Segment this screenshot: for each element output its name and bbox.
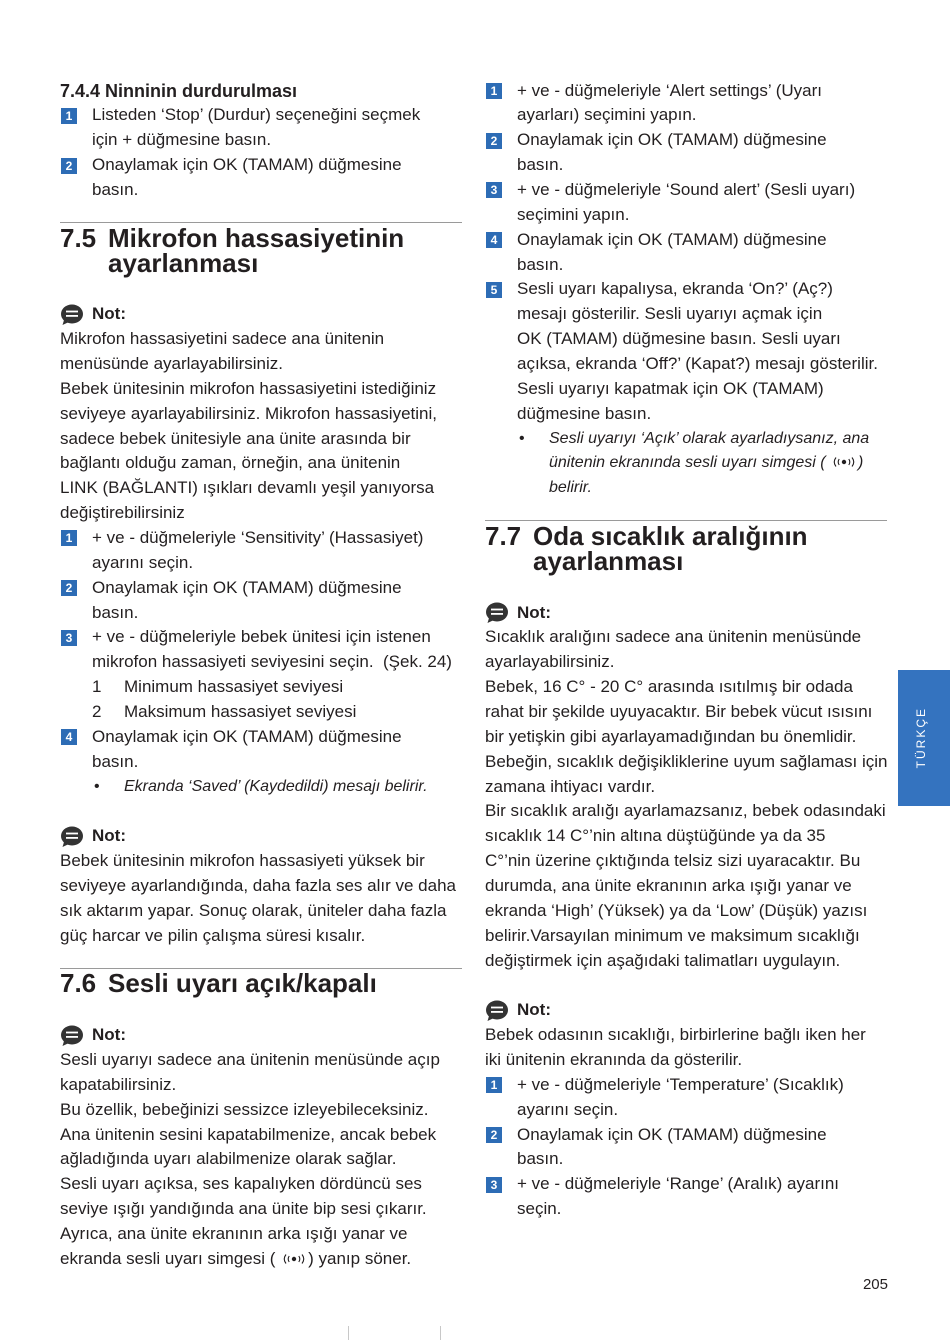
text-line: Bebeğin, sıcaklık değişikliklerine uyum sağlaması için — [485, 751, 888, 771]
text-line: güç harcar ve pilin çalışma süresi kısalır. — [60, 925, 366, 945]
text-line: Sesli uyarı açıksa, ses kapalıyken dördüncü ses — [60, 1174, 422, 1194]
note-line-bottom — [491, 613, 503, 615]
subsection-heading: 7.4.4 Ninninin durdurulması — [60, 80, 298, 101]
bullet-text-line: Ekranda ‘Saved’ (Kaydedildi) mesajı belirir. — [124, 777, 428, 795]
text-line: belirir.Varsayılan minimum ve maksimum sıcaklığı — [485, 925, 860, 945]
step-number-badge: 3 — [486, 1177, 502, 1193]
section-title — [485, 520, 887, 576]
step-text-line: seçin. — [517, 1199, 562, 1219]
text-line: Ana ünitenin sesini kapatabilmenize, ancak bebek — [60, 1124, 437, 1144]
sub-item-number: 1 — [92, 677, 102, 697]
text-line: ekranda ‘High’ (Yüksek) ya da ‘Low’ (Düşük) yazısı — [485, 900, 868, 920]
note-heading — [485, 601, 887, 626]
step-text-line: Onaylamak için OK (TAMAM) düğmesine — [92, 155, 402, 175]
step-number-badge: 1 — [486, 83, 502, 99]
step-text-line: ayarları) seçimini yapın. — [517, 105, 697, 125]
step-item — [485, 277, 887, 426]
step-text-line: mikrofon hassasiyeti seviyesini seçin. (Şek. 24) — [92, 652, 452, 672]
step-text-line: Sesli uyarı kapalıysa, ekranda ‘On?’ (Aç?) — [517, 279, 833, 299]
step-text-line: ayarını seçin. — [92, 552, 194, 572]
step-item — [485, 228, 887, 278]
text-line: Ayrıca, ana ünite ekranının arka ışığı yanar ve — [60, 1224, 408, 1244]
note-icon — [485, 602, 509, 624]
text-line: Bebek odasının sıcaklığı, birbirlerine bağlı iken her — [485, 1025, 866, 1045]
crop-mark — [348, 1326, 349, 1340]
step-text-line: basın. — [92, 179, 139, 199]
note-line-bottom — [66, 315, 78, 317]
bullet-text-line: belirir. — [549, 479, 592, 497]
step-text-line: basın. — [517, 254, 564, 274]
note-icon — [60, 826, 84, 848]
section-number: 7.6 — [60, 968, 97, 999]
note-label: Not: — [517, 1000, 551, 1020]
step-text-line: basın. — [92, 602, 139, 622]
step-text-line: Onaylamak için OK (TAMAM) düğmesine — [517, 229, 827, 249]
language-tab — [898, 670, 950, 806]
step-text-line: + ve - düğmeleriyle ‘Sensitivity’ (Hassasiyet) — [92, 527, 424, 547]
page-number: 205 — [862, 1276, 888, 1293]
section-number: 7.5 — [60, 222, 97, 253]
right-column — [485, 79, 887, 1223]
step-text-line: mesajı gösterilir. Sesli uyarıyı açmak için — [517, 304, 823, 324]
step-number-badge: 3 — [486, 182, 502, 198]
wave-right-inner — [299, 1256, 300, 1262]
note-line-bottom — [66, 837, 78, 839]
paragraph — [485, 625, 887, 973]
text-line: kapatabilirsiniz. — [60, 1074, 177, 1094]
section-title-line: ayarlanması — [533, 545, 684, 576]
section-heading — [485, 501, 887, 576]
note-heading — [60, 302, 462, 327]
step-text-line: Sesli uyarıyı kapatmak için OK (TAMAM) — [517, 378, 824, 398]
step-number-badge: 2 — [61, 158, 77, 174]
text-line: iki ünitenin ekranında da gösterilir. — [485, 1050, 743, 1070]
sub-list-item — [60, 700, 462, 725]
step-text-line: + ve - düğmeleriyle ‘Sound alert’ (Sesli uyarı) — [517, 179, 856, 199]
text-line: seviyeye ayarlayabilirsiniz. Mikrofon hassasiyetini, — [60, 403, 437, 423]
step-text-line: için + düğmesine basın. — [92, 130, 272, 150]
text-line: değiştirmek için aşağıdaki talimatları uygulayın. — [485, 950, 841, 970]
bullet-symbol: • — [519, 429, 525, 447]
step-number-badge: 2 — [61, 580, 77, 596]
section-number: 7.7 — [485, 520, 522, 551]
note-heading — [60, 1023, 462, 1048]
bullet-item — [60, 775, 462, 800]
step-text-line: + ve - düğmeleriyle ‘Temperature’ (Sıcaklık) — [517, 1074, 844, 1094]
step-text-line: açıksa, ekranda ‘Off?’ (Kapat?) mesajı gösterilir. — [517, 353, 878, 373]
step-text-line: düğmesine basın. — [517, 403, 652, 423]
note-line-top — [66, 832, 78, 834]
bullet-item — [485, 427, 887, 502]
wave-left-inner — [288, 1256, 289, 1262]
text-line: rahat bir şekilde uyuyacaktır. Bir bebek vücut ısısını — [485, 701, 873, 721]
note-line-bottom — [491, 1011, 503, 1013]
sub-item-text: Maksimum hassasiyet seviyesi — [124, 701, 357, 721]
section-heading — [60, 949, 462, 999]
text-run-after-icon: ) yanıp söner. — [308, 1248, 412, 1268]
note-heading — [485, 998, 887, 1023]
step-text-line: Onaylamak için OK (TAMAM) düğmesine — [92, 577, 402, 597]
sub-list-item — [60, 675, 462, 700]
note-label: Not: — [517, 602, 551, 622]
wave-left-outer — [284, 1254, 286, 1263]
text-line: menüsünde ayarlayabilirsiniz. — [60, 353, 284, 373]
text-line: bağlantı olduğu zaman, örneğin, ana ünitenin — [60, 453, 401, 473]
step-number-badge: 1 — [61, 108, 77, 124]
bullet-text-line: Sesli uyarıyı ‘Açık’ olarak ayarladıysanız, ana — [549, 429, 870, 447]
step-text-line: basın. — [517, 1149, 564, 1169]
step-number-badge: 5 — [486, 282, 502, 298]
text-line: Bebek ünitesinin mikrofon hassasiyeti yüksek bir — [60, 851, 425, 871]
note-line-bottom — [66, 1036, 78, 1038]
text-run-before-icon: ekranda sesli uyarı simgesi ( — [60, 1248, 281, 1268]
note-line-top — [66, 310, 78, 312]
text-line: Bebek, 16 C° - 20 C° arasında ısıtılmış bir odada — [485, 677, 853, 697]
step-item — [60, 103, 462, 153]
step-item — [485, 178, 887, 228]
text-line — [60, 1247, 462, 1272]
text-line: sıcaklık 14 C°’nin altına düştüğünde ya da 35 — [485, 826, 826, 846]
step-text-line: seçimini yapın. — [517, 204, 630, 224]
text-line: Bir sıcaklık aralığı ayarlamazsanız, bebek odasındaki — [485, 801, 886, 821]
sub-item-number: 2 — [92, 701, 102, 721]
note-line-top — [66, 1031, 78, 1033]
wave-right-inner — [849, 459, 850, 465]
step-item — [485, 1123, 887, 1173]
text-run-after-icon: ) — [858, 454, 864, 472]
text-line: Bu özellik, bebeğinizi sessizce izleyebileceksiniz. — [60, 1099, 429, 1119]
step-item — [485, 128, 887, 178]
step-text-line: basın. — [517, 155, 564, 175]
note-line-top — [491, 1006, 503, 1008]
section-title — [60, 222, 462, 278]
text-line: Sesli uyarıyı sadece ana ünitenin menüsünde açıp — [60, 1050, 440, 1070]
note-label: Not: — [92, 826, 126, 846]
wave-left-outer — [834, 458, 836, 467]
bullet-symbol: • — [94, 777, 100, 795]
step-item — [60, 576, 462, 626]
note-icon — [60, 304, 84, 326]
text-line: sadece bebek ünitesiyle ana ünite arasında bir — [60, 428, 411, 448]
step-text-line: + ve - düğmeleriyle bebek ünitesi için istenen — [92, 627, 431, 647]
text-line: durumda, ana ünite ekranının arka ışığı yanar ve — [485, 876, 852, 895]
note-icon — [60, 1025, 84, 1047]
text-line: zamana ihtiyacı vardır. — [485, 776, 656, 796]
text-line: LINK (BAĞLANTI) ışıkları devamlı yeşil yanıyorsa — [60, 478, 435, 498]
note-label: Not: — [92, 1025, 126, 1045]
step-number-badge: 3 — [61, 630, 77, 646]
note-heading — [60, 824, 462, 849]
text-line: ağladığında uyarı alabilmenize olarak sağlar. — [60, 1149, 397, 1169]
step-item — [485, 1172, 887, 1222]
step-number-badge: 2 — [486, 1127, 502, 1143]
paragraph — [60, 1048, 462, 1272]
paragraph — [485, 1023, 887, 1073]
text-line: C°’nin üzerine çıktığında telsiz sizi uyaracaktır. Bu — [485, 851, 861, 871]
step-item — [60, 725, 462, 775]
wave-right-outer — [302, 1254, 304, 1263]
step-number-badge: 2 — [486, 133, 502, 149]
step-text-line: Onaylamak için OK (TAMAM) düğmesine — [92, 726, 402, 746]
note-label: Not: — [92, 304, 126, 324]
section-title-line: Oda sıcaklık aralığının — [533, 520, 808, 551]
section-heading — [60, 203, 462, 278]
paragraph — [60, 327, 462, 526]
step-item — [60, 526, 462, 576]
note-icon — [485, 1000, 509, 1022]
step-text-line: OK (TAMAM) düğmesine basın. Sesli uyarı — [517, 329, 841, 349]
wave-right-outer — [852, 458, 854, 467]
alert-dot — [292, 1257, 296, 1261]
paragraph — [60, 849, 462, 948]
step-number-badge: 4 — [486, 232, 502, 248]
language-tab-label: TÜRKÇE — [914, 707, 928, 769]
step-item — [60, 625, 462, 675]
sound-alert-icon — [281, 1253, 307, 1265]
left-column — [60, 79, 462, 1272]
alert-dot — [842, 460, 846, 464]
section-title-line: Sesli uyarı açık/kapalı — [108, 968, 377, 999]
sub-item-text: Minimum hassasiyet seviyesi — [124, 677, 344, 697]
text-line: ayarlayabilirsiniz. — [485, 652, 615, 672]
section-title-line: Mikrofon hassasiyetinin — [108, 222, 405, 253]
step-number-badge: 1 — [486, 1077, 502, 1093]
wave-left-inner — [838, 459, 839, 465]
text-line: seviye ışığı yandığında ana ünite bip sesi çıkarır. — [60, 1199, 427, 1219]
step-text-line: Listeden ‘Stop’ (Durdur) seçeneğini seçmek — [92, 105, 421, 125]
text-line: seviyeye ayarlandığında, daha fazla ses alır ve daha — [60, 876, 456, 895]
step-text-line: + ve - düğmeleriyle ‘Range’ (Aralık) ayarını — [517, 1174, 840, 1194]
step-number-badge: 4 — [61, 729, 77, 745]
step-item — [485, 1073, 887, 1123]
section-title-line: ayarlanması — [108, 247, 259, 278]
step-number-badge: 1 — [61, 530, 77, 546]
text-line: Mikrofon hassasiyetini sadece ana ünitenin — [60, 329, 385, 349]
step-item — [485, 79, 887, 129]
step-item — [60, 153, 462, 203]
step-text-line: ayarını seçin. — [517, 1099, 619, 1119]
bullet-text-line — [549, 451, 887, 476]
step-text-line: Onaylamak için OK (TAMAM) düğmesine — [517, 1124, 827, 1144]
crop-mark — [440, 1326, 441, 1340]
text-line: Bebek ünitesinin mikrofon hassasiyetini istediğiniz — [60, 378, 437, 398]
step-text-line: basın. — [92, 751, 139, 771]
text-line: Sıcaklık aralığını sadece ana ünitenin menüsünde — [485, 627, 862, 647]
text-line: bir yetişkin gibi ayarlayamadığından bu önemlidir. — [485, 726, 857, 746]
step-text-line: Onaylamak için OK (TAMAM) düğmesine — [517, 130, 827, 150]
text-line: sık aktarım yapar. Sonuç olarak, üniteler daha fazla — [60, 900, 447, 920]
step-text-line: + ve - düğmeleriyle ‘Alert settings’ (Uyarı — [517, 80, 823, 100]
note-line-top — [491, 609, 503, 611]
sound-alert-icon — [831, 456, 857, 468]
text-line: değiştirebilirsiniz — [60, 503, 185, 523]
text-run-before-icon: ünitenin ekranında sesli uyarı simgesi ( — [549, 454, 831, 472]
section-title — [60, 968, 462, 999]
